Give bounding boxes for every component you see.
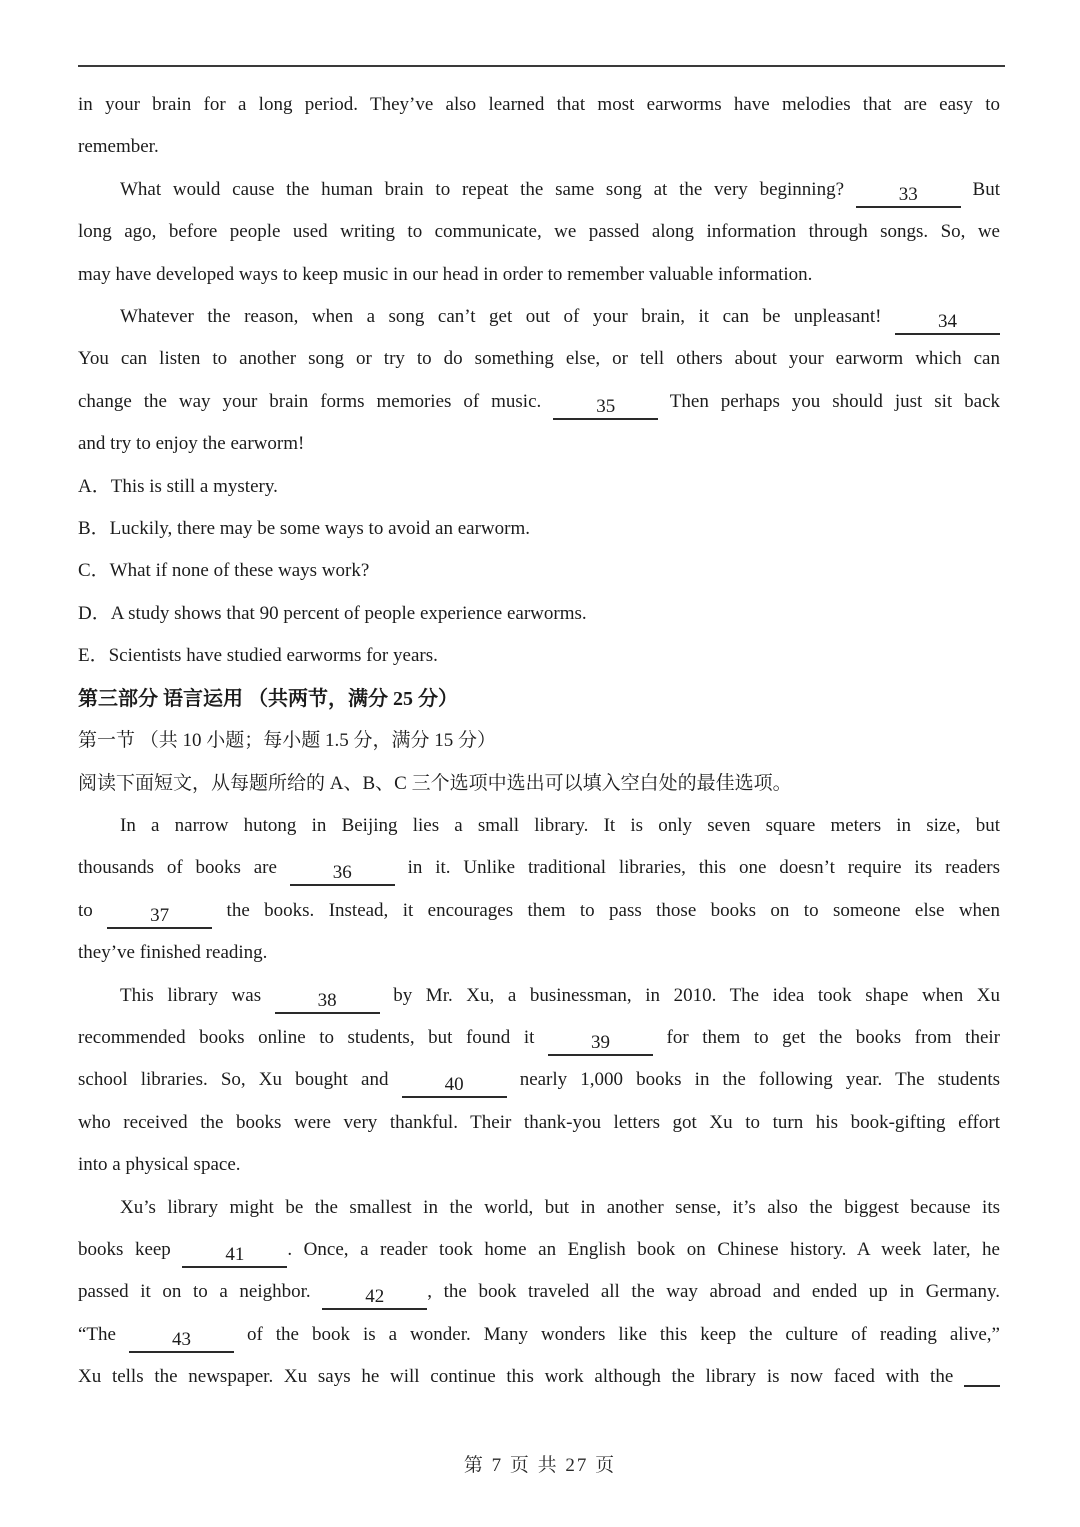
- option-c: [78, 550, 1000, 592]
- option-d: [78, 593, 1000, 635]
- text-segment: in your brain for a long period. They’ve also learned that most earworms have melodies that are easy to: [78, 94, 1000, 115]
- text-segment: You can listen to another song or try to do something else, or tell others about your earworm which can: [78, 348, 1000, 370]
- body-line: [78, 1017, 1000, 1059]
- answer-blank-cont: [964, 1361, 1000, 1387]
- text-segment: E．Scientists have studied earworms for years.: [78, 645, 438, 667]
- text-segment: “The: [78, 1323, 129, 1345]
- body-line: [78, 1187, 1000, 1229]
- text-segment: B．Luckily, there may be some ways to avoid an earworm.: [78, 518, 531, 540]
- part3-header: [78, 678, 1000, 720]
- answer-blank-38: 38: [275, 988, 380, 1014]
- document-body: [78, 84, 1000, 1399]
- text-segment: Xu tells the newspaper. Xu says he will continue this work although the library is now faced with the: [78, 1366, 964, 1388]
- body-line: [78, 296, 1000, 338]
- option-b: [78, 508, 1000, 550]
- text-segment: A．This is still a mystery.: [78, 475, 278, 497]
- body-line: [78, 381, 1000, 423]
- text-segment: school libraries. So, Xu bought and: [78, 1069, 402, 1091]
- text-segment: in it. Unlike traditional libraries, this one doesn’t require its readers: [394, 857, 1000, 879]
- body-line: [78, 932, 1000, 974]
- text-segment: passed it on to a neighbor.: [78, 1281, 323, 1303]
- body-line: [78, 254, 1000, 296]
- text-segment: the books. Instead, it encourages them to pass those books on to someone else when: [212, 899, 1000, 921]
- body-line: [78, 975, 1000, 1017]
- text-segment: by Mr. Xu, a businessman, in 2010. The idea took shape when Xu: [379, 984, 1000, 1006]
- text-segment: books keep: [78, 1238, 183, 1260]
- text-segment: who received the books were very thankful. Their thank-you letters got Xu to turn his book-gifting effort: [78, 1111, 1000, 1133]
- body-line: [78, 847, 1000, 889]
- answer-blank-40: 40: [402, 1072, 507, 1098]
- text-segment: But: [960, 178, 1001, 200]
- body-line: [78, 1229, 1000, 1271]
- body-line: [78, 1144, 1000, 1186]
- text-segment: thousands of books are: [78, 857, 290, 879]
- text-segment: Then perhaps you should just sit back: [658, 390, 1000, 412]
- text-segment: remember.: [78, 136, 159, 158]
- body-line: [78, 169, 1000, 211]
- body-line: [78, 338, 1000, 380]
- body-line: [78, 805, 1000, 847]
- text-segment: 第一节 （共 10 小题；每小题 1.5 分，满分 15 分）: [78, 730, 497, 752]
- text-segment: In a narrow hutong in Beijing lies a small library. It is only seven square meters in size, but: [120, 814, 1000, 836]
- cloze-instructions: [78, 763, 1000, 805]
- text-segment: they’ve finished reading.: [78, 942, 268, 964]
- text-segment: 第三部分 语言运用 （共两节，满分 25 分）: [78, 687, 458, 710]
- text-segment: of the book is a wonder. Many wonders like this keep the culture of reading alive,”: [233, 1323, 1000, 1345]
- text-segment: 阅读下面短文，从每题所给的 A、B、C 三个选项中选出可以填入空白处的最佳选项。: [78, 772, 792, 794]
- body-line: [78, 890, 1000, 932]
- option-a: [78, 466, 1000, 508]
- body-line: [78, 423, 1000, 465]
- body-line: [78, 1271, 1000, 1313]
- text-segment: recommended books online to students, but found it: [78, 1026, 548, 1048]
- body-line: [78, 211, 1000, 253]
- body-line: [78, 1059, 1000, 1101]
- text-segment: and try to enjoy the earworm!: [78, 433, 305, 455]
- text-segment: long ago, before people used writing to communicate, we passed along information through songs. So, we: [78, 221, 1000, 243]
- answer-blank-41: 41: [182, 1242, 287, 1268]
- answer-blank-39: 39: [548, 1030, 653, 1056]
- header-rule: [78, 65, 1005, 67]
- option-e: [78, 635, 1000, 677]
- body-line: [78, 1356, 1000, 1398]
- text-segment: Xu’s library might be the smallest in the world, but in another sense, it’s also the biggest because its: [120, 1196, 1000, 1218]
- text-segment: into a physical space.: [78, 1154, 241, 1176]
- answer-blank-42: 42: [322, 1284, 427, 1310]
- body-line: [78, 126, 1000, 168]
- text-segment: , the book traveled all the way abroad and ended up in Germany.: [427, 1281, 1000, 1303]
- body-line: [78, 1314, 1000, 1356]
- answer-blank-43: 43: [129, 1327, 234, 1353]
- answer-blank-34: 34: [895, 309, 1000, 335]
- text-segment: nearly 1,000 books in the following year. The students: [506, 1069, 1000, 1091]
- text-segment: Whatever the reason, when a song can’t get out of your brain, it can be unpleasant!: [120, 306, 895, 328]
- answer-blank-37: 37: [107, 903, 212, 929]
- answer-blank-36: 36: [290, 860, 395, 886]
- text-segment: D．A study shows that 90 percent of people experience earworms.: [78, 602, 587, 624]
- answer-blank-35: 35: [553, 394, 658, 420]
- text-segment: This library was: [120, 984, 275, 1006]
- text-segment: What would cause the human brain to repeat the same song at the very beginning?: [120, 178, 856, 200]
- answer-blank-33: 33: [856, 182, 961, 208]
- page-footer: 第 7 页 共 27 页: [463, 1455, 617, 1476]
- text-segment: C．What if none of these ways work?: [78, 560, 370, 582]
- body-line: [78, 1102, 1000, 1144]
- text-segment: . Once, a reader took home an English book on Chinese history. A week later, he: [287, 1238, 1000, 1260]
- body-line: [78, 84, 1000, 126]
- text-segment: change the way your brain forms memories of music.: [78, 390, 554, 412]
- text-segment: to: [78, 899, 108, 921]
- section1-header: [78, 720, 1000, 762]
- text-segment: may have developed ways to keep music in our head in order to remember valuable information.: [78, 263, 813, 285]
- text-segment: for them to get the books from their: [652, 1026, 1000, 1048]
